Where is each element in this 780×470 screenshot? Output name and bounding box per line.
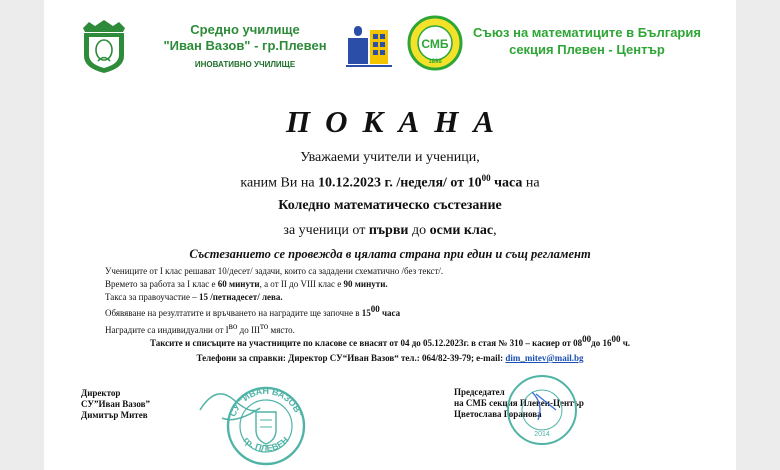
director-school: СУ”Иван Вазов”: [81, 399, 150, 409]
rule-2-pre: Времето за работа за I клас е: [105, 278, 216, 289]
invitation-date-line: [44, 173, 736, 192]
smb-stamp-year: 2014: [534, 431, 550, 438]
smb-logo-icon: [407, 15, 463, 71]
school-stamp-icon: [196, 370, 308, 470]
school-crest-icon: [79, 18, 129, 74]
right-margin: [736, 0, 780, 470]
rules-block: [105, 265, 443, 337]
innovative-school-label: ИНОВАТИВНО УЧИЛИЩЕ: [194, 60, 296, 69]
union-name: [462, 24, 712, 58]
invite-post: на: [525, 175, 540, 191]
fees-mid: до 16: [591, 338, 612, 348]
invite-date: 10.12.2023 г. /неделя/ от 10: [318, 175, 482, 191]
target-grades-line: [44, 223, 736, 239]
director-name: Димитър Митев: [81, 410, 148, 420]
for-to: осми клас: [429, 223, 494, 238]
rule-4-post: часа: [381, 308, 401, 319]
for-post: ,: [493, 223, 497, 238]
chair-section: на СМБ секция Плевен-Център: [454, 398, 584, 408]
rule-5-sup2: то: [259, 321, 269, 332]
competition-name: Коледно математическо състезание: [278, 198, 502, 213]
contact-line: [44, 353, 736, 363]
stamp-bottom-text: гр. ПЛЕВЕН: [241, 434, 291, 454]
fees-pre: Таксите и списъците на участниците по класове се внасят от 04 до 05.12.2023г. в стая № 310 – касиер от 08: [149, 338, 583, 348]
rule-4-sup: 00: [370, 304, 380, 315]
rule-3: [105, 291, 443, 304]
rule-5-pre: Наградите са индивидуални от I: [105, 325, 229, 336]
for-from: първи: [368, 223, 409, 238]
chair-title: Председател: [454, 387, 505, 397]
innovative-school-logo-icon: [346, 24, 392, 68]
school-name-line2: "Иван Вазов" - гр.Плевен: [163, 38, 327, 53]
invite-pre: каним Ви на: [240, 175, 315, 191]
chair-name: Цветослава Горанова: [454, 409, 542, 419]
for-mid: до: [411, 223, 427, 238]
union-name-line2: секция Плевен - Център: [509, 42, 665, 57]
rule-2-time2: 90 минути.: [343, 278, 388, 289]
regulation-note: Състезанието се провежда в цялата страна при един и същ регламент: [189, 247, 591, 261]
rule-4: [105, 303, 443, 320]
invite-hour: часа: [494, 175, 523, 191]
rule-2-mid: , а от II до VIII клас е: [259, 278, 342, 289]
document-title: ПОКАНА: [286, 104, 509, 139]
rule-4-hour: 15: [361, 308, 371, 319]
invitation-document: [44, 0, 736, 470]
stamp-top-text: СУ "ИВАН ВАЗОВ": [227, 385, 305, 418]
school-name-line1: Средно училище: [190, 22, 300, 37]
director-signature-block: [81, 388, 150, 421]
email-link[interactable]: dim_mitev@mail.bg: [505, 353, 584, 363]
invite-time-sup: 00: [481, 173, 491, 183]
rule-2: [105, 278, 443, 291]
greeting: Уважаеми учители и ученици,: [300, 150, 480, 165]
rule-4-pre: Обявяване на резултатите и връчването на наградите ще започне в: [105, 308, 360, 319]
rule-1: Учениците от I клас решават 10/десет/ задачи, които са зададени схематично /без текст/.: [105, 266, 444, 276]
left-margin: [0, 0, 44, 470]
smb-year-text: 1898: [428, 59, 442, 65]
rule-5-mid: до III: [239, 325, 260, 336]
rule-3-fee: 15 /петнадесет/ лева.: [198, 291, 283, 302]
svg-text:СУ "ИВАН ВАЗОВ": [228, 386, 305, 418]
rule-5-sup1: во: [228, 321, 238, 332]
union-name-line1: Съюз на математиците в България: [473, 25, 701, 40]
smb-stamp-icon: [502, 370, 582, 450]
fees-sup1: 00: [582, 334, 592, 344]
director-title: Директор: [81, 388, 121, 398]
rule-3-pre: Такса за правоучастие –: [105, 291, 197, 302]
fees-note: [44, 334, 736, 348]
for-pre: за ученици от: [283, 223, 366, 238]
fees-sup2: 00: [611, 334, 621, 344]
fees-post: ч.: [622, 338, 631, 348]
contact-text: Телефони за справки: Директор СУ“Иван Вазов“ тел.: 064/82-39-79; e-mail:: [196, 353, 504, 363]
school-name: [140, 22, 350, 71]
svg-text:гр. ПЛЕВЕН: [242, 435, 291, 454]
rule-5-post: място.: [270, 325, 295, 336]
smb-badge-text: СМБ: [421, 37, 449, 51]
rule-2-time1: 60 минути: [217, 278, 260, 289]
